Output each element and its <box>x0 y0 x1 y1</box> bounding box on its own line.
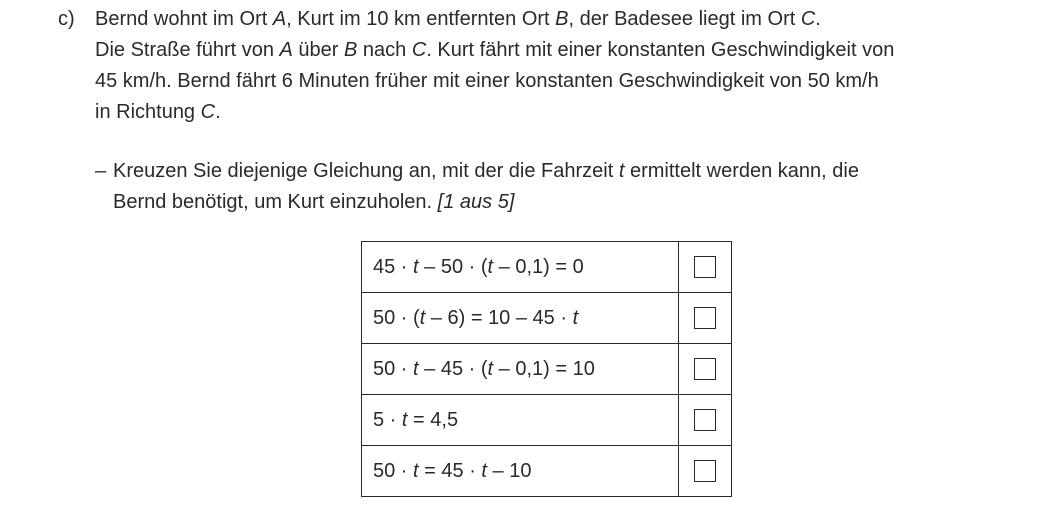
equation-cell: 45 · t – 50 · (t – 0,1) = 0 <box>362 242 679 293</box>
checkbox-cell <box>679 446 732 497</box>
subtask-text <box>113 156 993 218</box>
answer-checkbox[interactable] <box>694 460 716 482</box>
equation-cell: 5 · t = 4,5 <box>362 395 679 446</box>
subtask-dash: – <box>95 160 107 182</box>
option-row <box>362 395 732 446</box>
option-row <box>362 446 732 497</box>
checkbox-cell <box>679 242 732 293</box>
checkbox-cell <box>679 293 732 344</box>
checkbox-cell <box>679 344 732 395</box>
subtask-line-1: Kreuzen Sie diejenige Gleichung an, mit der die Fahrzeit t ermittelt werden kann, die <box>113 160 859 182</box>
checkbox-cell <box>679 395 732 446</box>
intro-line-1: Bernd wohnt im Ort A, Kurt im 10 km entfernten Ort B, der Badesee liegt im Ort C. <box>95 8 821 30</box>
task-label: c) <box>58 8 75 30</box>
task-intro-text <box>95 4 1010 128</box>
option-row <box>362 293 732 344</box>
equation-cell: 50 · t – 45 · (t – 0,1) = 10 <box>362 344 679 395</box>
option-row <box>362 242 732 293</box>
intro-line-2: Die Straße führt von A über B nach C. Kurt fährt mit einer konstanten Geschwindigkeit von <box>95 39 895 61</box>
intro-line-3: 45 km/h. Bernd fährt 6 Minuten früher mit einer konstanten Geschwindigkeit von 50 km/h <box>95 70 879 92</box>
hint-1-aus-5: [1 aus 5] <box>437 191 515 213</box>
intro-line-4: in Richtung C. <box>95 101 221 123</box>
subtask-line-2: Bernd benötigt, um Kurt einzuholen. [1 aus 5] <box>113 191 515 213</box>
answer-checkbox[interactable] <box>694 307 716 329</box>
equation-cell: 50 · t = 45 · t – 10 <box>362 446 679 497</box>
equation-cell: 50 · (t – 6) = 10 – 45 · t <box>362 293 679 344</box>
answer-checkbox[interactable] <box>694 409 716 431</box>
answer-checkbox[interactable] <box>694 256 716 278</box>
answer-options-table <box>361 241 732 497</box>
option-row <box>362 344 732 395</box>
answer-checkbox[interactable] <box>694 358 716 380</box>
